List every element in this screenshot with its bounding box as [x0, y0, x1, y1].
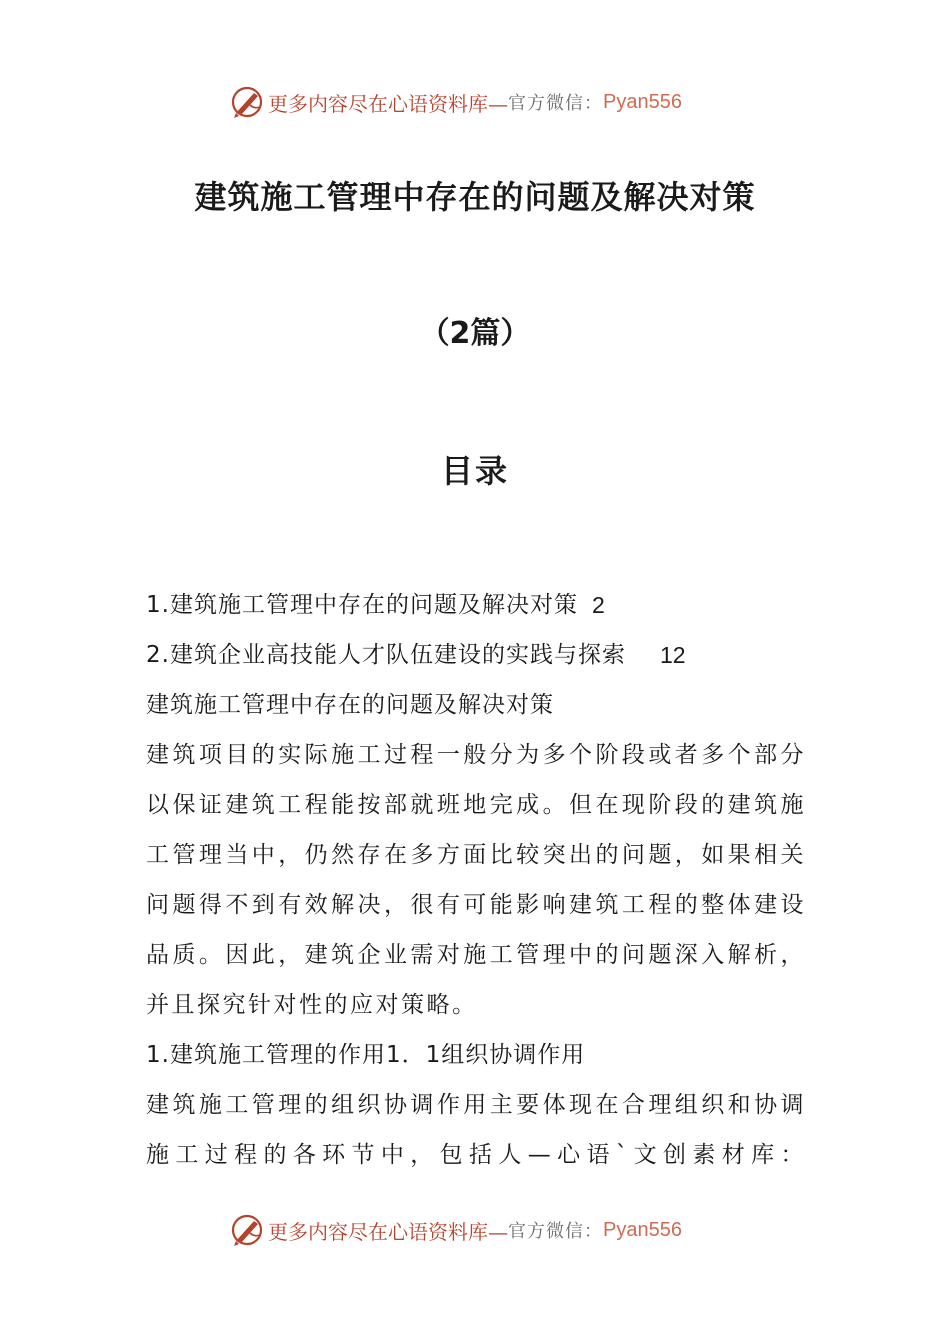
- section-title: 建筑施工管理中存在的问题及解决对策: [146, 692, 554, 718]
- body-paragraph: [146, 1080, 806, 1180]
- body-paragraph-line: 建筑施工管理的组织协调作用主要体现在合理组织和协调: [146, 1092, 806, 1118]
- document-title: 建筑施工管理中存在的问题及解决对策: [194, 178, 756, 216]
- section-heading: 1.建筑施工管理的作用1．1组织协调作用: [146, 1042, 586, 1068]
- toc-entry-page: 12: [659, 642, 686, 668]
- toc-entry-label: 2.建筑企业高技能人才队伍建设的实践与探索: [146, 642, 626, 668]
- banner-wechat-label: 官方微信：: [508, 93, 603, 114]
- banner-wechat-id: Pyan556: [603, 90, 682, 113]
- banner-site-text: 更多内容尽在心语资料库—: [268, 91, 508, 116]
- pen-logo-icon: [230, 85, 264, 119]
- header-banner: [230, 82, 682, 122]
- toc-entry-page: 2: [591, 592, 605, 618]
- pen-logo-icon: [230, 1213, 264, 1247]
- toc-heading: 目录: [440, 452, 509, 490]
- footer-banner: [230, 1210, 682, 1250]
- body-paragraph-line: 施工过程的各环节中，包括人—心语`文创素材库：: [146, 1142, 806, 1168]
- document-body: [146, 580, 806, 1180]
- toc-entry[interactable]: [146, 580, 806, 630]
- toc-entry[interactable]: [146, 630, 806, 680]
- banner-wechat-label: 官方微信：: [508, 1221, 603, 1242]
- document-subtitle: （2篇）: [419, 316, 531, 351]
- banner-wechat-id: Pyan556: [603, 1218, 682, 1241]
- toc-entry-label: 1.建筑施工管理中存在的问题及解决对策: [146, 592, 578, 618]
- intro-paragraph: 建筑项目的实际施工过程一般分为多个阶段或者多个部分以保证建筑工程能按部就班地完成。但在现阶段的建筑施工管理当中，仍然存在多方面比较突出的问题，如果相关问题得不到有效解决，很有可能影响建筑工程的整体建设品质。因此，建筑企业需对施工管理中的问题深入解析，并且探究针对性的应对策略。: [146, 742, 806, 1018]
- banner-site-text: 更多内容尽在心语资料库—: [268, 1219, 508, 1244]
